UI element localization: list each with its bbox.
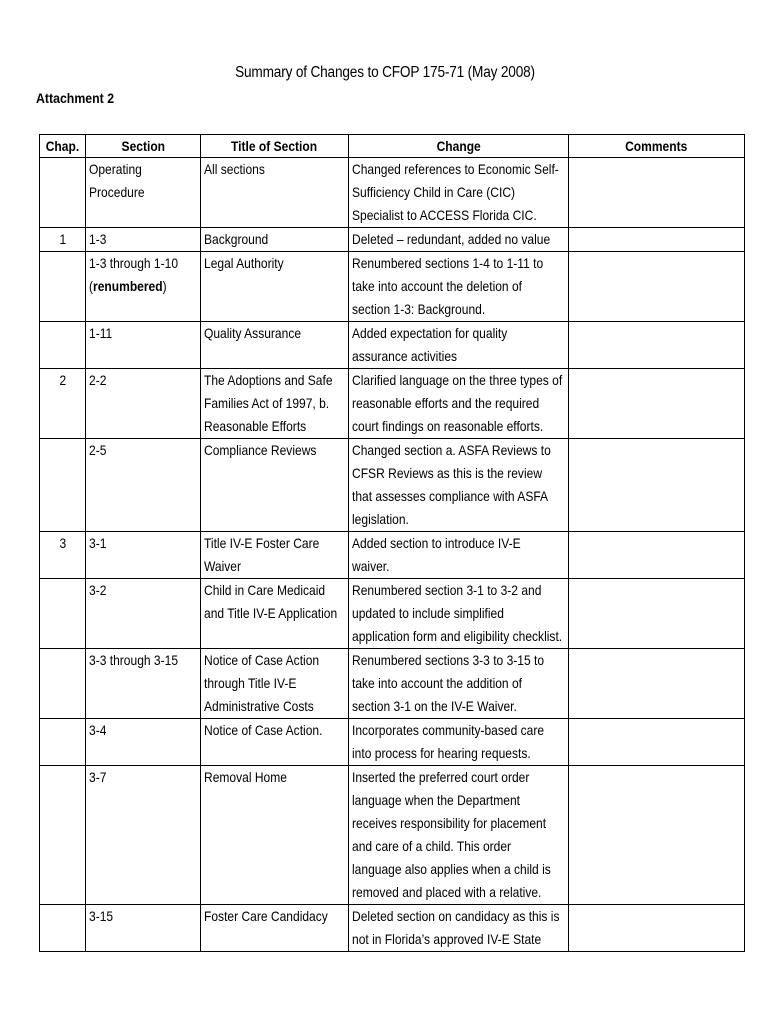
title-cell: Compliance Reviews [201, 439, 349, 532]
title-cell: Legal Authority [201, 252, 349, 322]
changes-table [39, 134, 745, 952]
header-title: Title of Section [201, 135, 349, 158]
comments-cell [569, 532, 745, 579]
table-row [40, 532, 745, 579]
title-cell: Child in Care Medicaid and Title IV-E Application [201, 579, 349, 649]
title-cell: Foster Care Candidacy [201, 905, 349, 952]
section-cell: 1-3 [86, 228, 201, 252]
comments-cell [569, 158, 745, 228]
table-header-row [40, 135, 745, 158]
change-cell: Deleted section on candidacy as this is not in Florida’s approved IV-E State [349, 905, 569, 952]
table-row [40, 252, 745, 322]
title-cell: Notice of Case Action. [201, 719, 349, 766]
section-cell: 3-2 [86, 579, 201, 649]
comments-cell [569, 439, 745, 532]
change-cell: Changed section a. ASFA Reviews to CFSR Reviews as this is the review that assesses compliance with ASFA legislation. [349, 439, 569, 532]
chap-cell: 3 [40, 532, 86, 579]
comments-cell [569, 322, 745, 369]
title-cell: Removal Home [201, 766, 349, 905]
table-row [40, 649, 745, 719]
section-cell: 3-7 [86, 766, 201, 905]
change-cell: Renumbered sections 1-4 to 1-11 to take into account the deletion of section 1-3: Background. [349, 252, 569, 322]
comments-cell [569, 228, 745, 252]
comments-cell [569, 579, 745, 649]
chap-cell [40, 766, 86, 905]
header-section: Section [86, 135, 201, 158]
change-cell: Renumbered section 3-1 to 3-2 and updated to include simplified application form and eligibility checklist. [349, 579, 569, 649]
change-cell: Renumbered sections 3-3 to 3-15 to take into account the addition of section 3-1 on the IV-E Waiver. [349, 649, 569, 719]
change-cell: Added expectation for quality assurance activities [349, 322, 569, 369]
chap-cell [40, 158, 86, 228]
table-row [40, 905, 745, 952]
chap-cell [40, 579, 86, 649]
section-cell: 3-15 [86, 905, 201, 952]
section-cell: 2-2 [86, 369, 201, 439]
chap-cell [40, 649, 86, 719]
table-row [40, 369, 745, 439]
table-row [40, 766, 745, 905]
section-cell: 2-5 [86, 439, 201, 532]
table-row [40, 719, 745, 766]
header-chap: Chap. [40, 135, 86, 158]
comments-cell [569, 252, 745, 322]
chap-cell [40, 439, 86, 532]
change-cell: Changed references to Economic Self- Sufficiency Child in Care (CIC) Specialist to ACCESS Florida CIC. [349, 158, 569, 228]
comments-cell [569, 369, 745, 439]
table-row [40, 322, 745, 369]
title-cell: Notice of Case Action through Title IV-E Administrative Costs [201, 649, 349, 719]
title-cell: Title IV-E Foster Care Waiver [201, 532, 349, 579]
table-row [40, 579, 745, 649]
chap-cell: 1 [40, 228, 86, 252]
chap-cell [40, 252, 86, 322]
header-change: Change [349, 135, 569, 158]
comments-cell [569, 905, 745, 952]
chap-cell [40, 322, 86, 369]
section-note: (renumbered) [89, 278, 167, 294]
change-cell: Inserted the preferred court order language when the Department receives responsibility for placement and care of a child. This order language also applies when a child is removed and placed with a relative. [349, 766, 569, 905]
section-cell: Operating Procedure [86, 158, 201, 228]
title-cell: Background [201, 228, 349, 252]
title-cell: Quality Assurance [201, 322, 349, 369]
comments-cell [569, 766, 745, 905]
section-cell: 1-3 through 1-10 (renumbered) [86, 252, 201, 322]
document-title: Summary of Changes to CFOP 175-71 (May 2008) [235, 64, 535, 81]
change-cell: Incorporates community-based care into process for hearing requests. [349, 719, 569, 766]
comments-cell [569, 649, 745, 719]
table-row [40, 228, 745, 252]
chap-cell: 2 [40, 369, 86, 439]
chap-cell [40, 905, 86, 952]
title-cell: All sections [201, 158, 349, 228]
change-cell: Added section to introduce IV-E waiver. [349, 532, 569, 579]
comments-cell [569, 719, 745, 766]
section-cell: 3-3 through 3-15 [86, 649, 201, 719]
table-row [40, 158, 745, 228]
section-cell: 3-1 [86, 532, 201, 579]
attachment-label: Attachment 2 [36, 90, 115, 106]
table-row [40, 439, 745, 532]
change-cell: Clarified language on the three types of reasonable efforts and the required court findings on reasonable efforts. [349, 369, 569, 439]
title-cell: The Adoptions and Safe Families Act of 1997, b. Reasonable Efforts [201, 369, 349, 439]
chap-cell [40, 719, 86, 766]
section-cell: 1-11 [86, 322, 201, 369]
header-comments: Comments [569, 135, 745, 158]
section-cell: 3-4 [86, 719, 201, 766]
change-cell: Deleted – redundant, added no value [349, 228, 569, 252]
